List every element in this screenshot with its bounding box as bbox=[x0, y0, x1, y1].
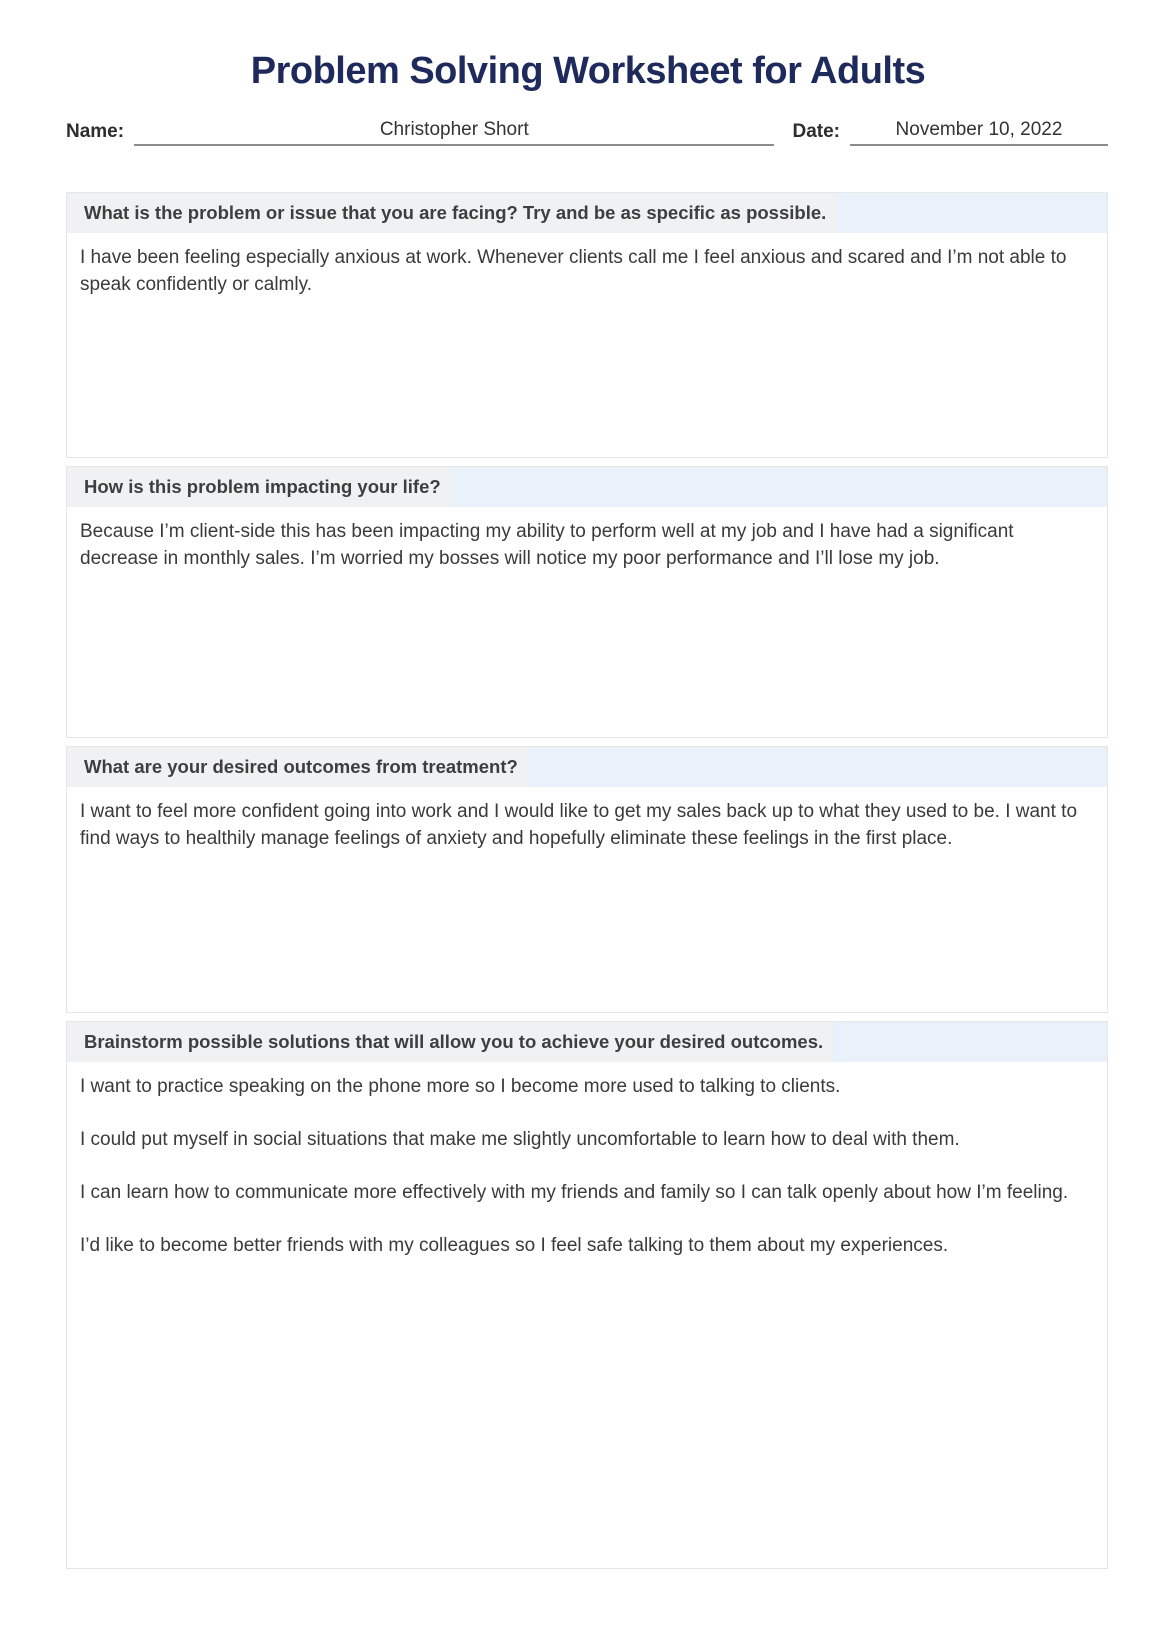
date-field[interactable] bbox=[850, 119, 1108, 146]
question-bar-fill bbox=[451, 467, 1107, 507]
answer-paragraph: I have been feeling especially anxious at work. Whenever clients call me I feel anxious and scared and I’m not able to speak confidently or calmly. bbox=[80, 247, 1067, 295]
answer-area[interactable] bbox=[67, 1062, 1107, 1568]
answer-paragraph: I want to practice speaking on the phone more so I become more used to talking to clients. bbox=[80, 1076, 841, 1097]
question-text: What are your desired outcomes from treatment? bbox=[67, 747, 528, 787]
sections-container bbox=[66, 192, 1108, 1569]
answer-paragraph: Because I’m client-side this has been impacting my ability to perform well at my job and I have had a significant decrease in monthly sales. I’m worried my bosses will notice my poor performance and I’ll lose my job. bbox=[80, 521, 1014, 569]
question-bar-fill bbox=[836, 193, 1107, 233]
worksheet-section bbox=[66, 466, 1108, 738]
name-field[interactable] bbox=[134, 119, 774, 146]
date-label: Date: bbox=[792, 121, 840, 142]
answer-paragraph: I’d like to become better friends with my colleagues so I feel safe talking to them about my experiences. bbox=[80, 1235, 949, 1256]
question-bar bbox=[67, 193, 1107, 233]
worksheet-section bbox=[66, 1021, 1108, 1569]
answer-paragraph: I want to feel more confident going into work and I would like to get my sales back up to what they used to be. I want to find ways to healthily manage feelings of anxiety and hopefully eliminate these feelings in the first place. bbox=[80, 801, 1078, 849]
worksheet-section bbox=[66, 746, 1108, 1013]
answer-paragraph: I could put myself in social situations that make me slightly uncomfortable to learn how to deal with them. bbox=[80, 1129, 960, 1150]
answer-paragraph: I can learn how to communicate more effectively with my friends and family so I can talk openly about how I’m feeling. bbox=[80, 1182, 1069, 1203]
answer-area[interactable] bbox=[67, 787, 1107, 1012]
question-text: What is the problem or issue that you are facing? Try and be as specific as possible. bbox=[67, 193, 836, 233]
question-bar-fill bbox=[528, 747, 1107, 787]
worksheet-section bbox=[66, 192, 1108, 458]
date-value: November 10, 2022 bbox=[895, 119, 1063, 140]
question-bar-fill bbox=[833, 1022, 1107, 1062]
page-title: Problem Solving Worksheet for Adults bbox=[250, 50, 926, 92]
answer-area[interactable] bbox=[67, 233, 1107, 457]
question-bar bbox=[67, 1022, 1107, 1062]
question-bar bbox=[67, 467, 1107, 507]
meta-row bbox=[66, 119, 1108, 146]
name-value: Christopher Short bbox=[379, 119, 529, 140]
name-label: Name: bbox=[66, 121, 125, 142]
question-bar bbox=[67, 747, 1107, 787]
answer-area[interactable] bbox=[67, 507, 1107, 737]
question-text: Brainstorm possible solutions that will allow you to achieve your desired outcomes. bbox=[67, 1022, 833, 1062]
question-text: How is this problem impacting your life? bbox=[67, 467, 451, 507]
